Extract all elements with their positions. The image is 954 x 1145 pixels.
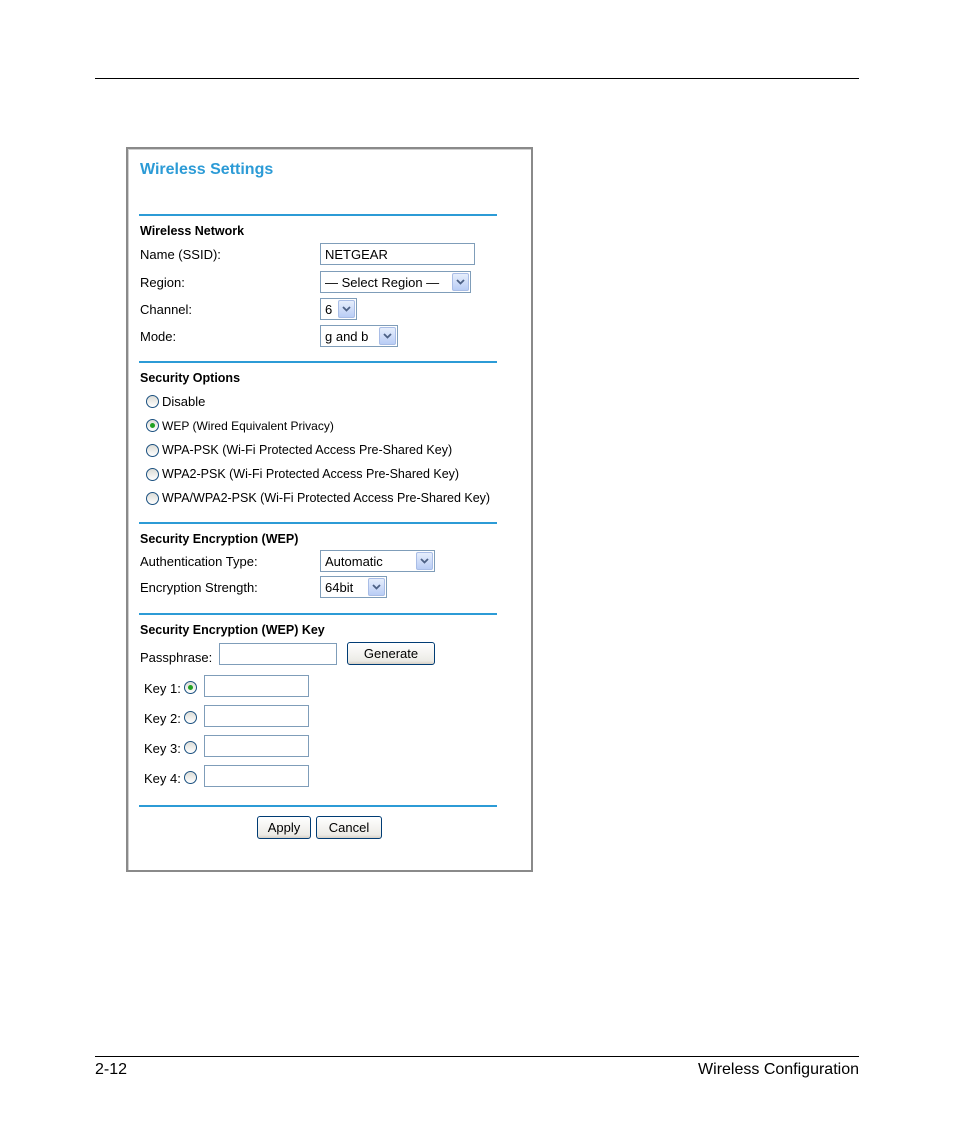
radio-key3[interactable]	[184, 741, 197, 754]
chevron-down-icon[interactable]	[416, 552, 433, 570]
radio-wpa2-psk[interactable]	[146, 468, 159, 481]
region-select-value: — Select Region —	[325, 275, 440, 290]
option-wpa-wpa2-psk-label: WPA/WPA2-PSK (Wi-Fi Protected Access Pre-Shared Key)	[162, 491, 491, 505]
channel-label: Channel:	[140, 302, 193, 317]
wireless-network-header: Wireless Network	[140, 224, 245, 238]
section-divider	[139, 214, 497, 216]
header-rule	[95, 78, 859, 79]
passphrase-input[interactable]	[219, 643, 337, 665]
mode-label: Mode:	[140, 329, 177, 344]
key3-label: Key 3:	[144, 741, 181, 756]
ssid-input[interactable]: NETGEAR	[320, 243, 475, 265]
panel-title: Wireless Settings	[140, 161, 274, 178]
radio-key1[interactable]	[184, 681, 197, 694]
section-divider	[139, 805, 497, 807]
chevron-down-icon[interactable]	[452, 273, 469, 291]
page-number: 2-12	[95, 1061, 128, 1078]
security-options-header: Security Options	[140, 371, 241, 385]
section-divider	[139, 613, 497, 615]
chevron-down-icon[interactable]	[379, 327, 396, 345]
section-divider	[139, 361, 497, 363]
key2-input[interactable]	[204, 705, 309, 727]
cancel-button[interactable]: Cancel	[316, 816, 382, 839]
radio-wep[interactable]	[146, 419, 159, 432]
channel-select-value: 6	[325, 302, 333, 317]
chapter-title: Wireless Configuration	[698, 1061, 859, 1078]
option-disable-label: Disable	[162, 394, 206, 409]
key1-label: Key 1:	[144, 681, 181, 696]
apply-button[interactable]: Apply	[257, 816, 311, 839]
wep-key-header: Security Encryption (WEP) Key	[140, 623, 325, 637]
radio-wpa-psk[interactable]	[146, 444, 159, 457]
wireless-settings-panel	[126, 147, 533, 872]
radio-wpa-wpa2-psk[interactable]	[146, 492, 159, 505]
chevron-down-icon[interactable]	[338, 300, 355, 318]
option-wep-label: WEP (Wired Equivalent Privacy)	[162, 419, 334, 433]
region-select[interactable]	[320, 271, 471, 293]
key4-input[interactable]	[204, 765, 309, 787]
key2-label: Key 2:	[144, 711, 181, 726]
option-wpa2-psk-label: WPA2-PSK (Wi-Fi Protected Access Pre-Shared Key)	[162, 467, 460, 481]
generate-button[interactable]: Generate	[347, 642, 435, 665]
chevron-down-icon[interactable]	[368, 578, 385, 596]
encryption-header: Security Encryption (WEP)	[140, 532, 299, 546]
key4-label: Key 4:	[144, 771, 181, 786]
radio-disable[interactable]	[146, 395, 159, 408]
auth-type-select-value: Automatic	[325, 554, 383, 569]
mode-select[interactable]	[320, 325, 398, 347]
auth-type-select[interactable]	[320, 550, 435, 572]
radio-key2[interactable]	[184, 711, 197, 724]
ssid-label: Name (SSID):	[140, 247, 221, 262]
encryption-strength-select[interactable]	[320, 576, 387, 598]
auth-type-label: Authentication Type:	[140, 554, 258, 569]
section-divider	[139, 522, 497, 524]
key3-input[interactable]	[204, 735, 309, 757]
channel-select[interactable]	[320, 298, 357, 320]
encryption-strength-select-value: 64bit	[325, 580, 354, 595]
key1-input[interactable]	[204, 675, 309, 697]
footer-rule	[95, 1056, 859, 1057]
mode-select-value: g and b	[325, 329, 369, 344]
radio-key4[interactable]	[184, 771, 197, 784]
option-wpa-psk-label: WPA-PSK (Wi-Fi Protected Access Pre-Shared Key)	[162, 443, 453, 457]
passphrase-label: Passphrase:	[140, 650, 213, 665]
region-label: Region:	[140, 275, 185, 290]
encryption-strength-label: Encryption Strength:	[140, 580, 258, 595]
